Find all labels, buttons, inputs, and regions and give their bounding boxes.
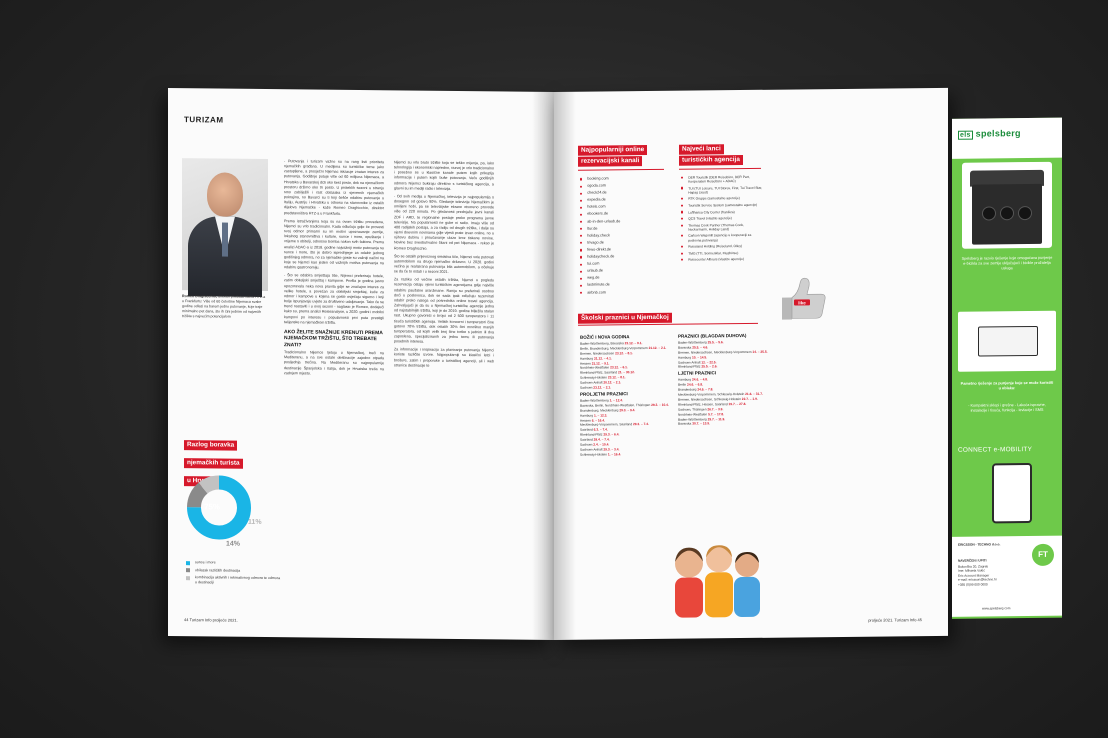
holiday-region: Bavarska [678, 345, 692, 350]
booking-item-label: booking.com [587, 176, 609, 181]
section-label: TURIZAM [184, 115, 224, 125]
holiday-dates: 1. – 12.3. [594, 413, 608, 418]
donut-title-line: njemačkih turista [184, 458, 243, 469]
booking-item-label: airbnb.com [587, 289, 606, 295]
booking-item-label: urlaub.de [587, 268, 604, 273]
donut-slice [203, 482, 219, 488]
article-subhead: AKO ŽELITE SNAŽNIJE KRENUTI PREMA NJEMAČKOM TRŽIŠTU, ŠTO TREBATE ZNATI? [284, 329, 383, 349]
agency-item-label: TUI (TUI Leisure, TUI Stores, First, Tui Travel Star, Hapag Lloyd) [688, 185, 763, 195]
paragraph: Za razliku od većine ostalih tržišta, Njemci u pogledu rezervacija ostaju vjerni turističkim agencijama gdje najviše odabiru paušalne aranžmane. Raniju su preferirali osobno doći u poslovnicu, dok se sada ipak odlučuju rezervirati odabir preko naloga od posrednika online travel agencija. Zahvaljujući je da su u Njemačkoj turističke agencije jedna od najstabilnijih tržišta, koji je do 2019. godine bilježila stalan rast. Ukupno govoreći o brojci od 2 500 turoperatora i 11 tisuća turističkih agencija. Velikih koncerni i turoperatori čine gotovo 70% tržišta, dok ostatih 30% čini mnoštvo manjih turoperatora, od kojih velik broj čine tvrtke s jednim ili dva zaposlena, specijaliziranih za jednu temu ili putovanja posebnih interesa. [394, 277, 494, 344]
agency-item [681, 196, 763, 201]
holiday-region: Hessen [580, 418, 591, 423]
holiday-region: Mecklenburg-Vorpommern, Saarland [580, 422, 633, 428]
holiday-dates: 1. – 16.4. [607, 452, 622, 457]
ad-header [952, 118, 1062, 159]
holiday-dates: 29.3. – 10.4. [651, 402, 669, 407]
holiday-dates: 24.6. – 6.8. [687, 382, 703, 387]
holiday-dates: 20.12. – 2.1. [603, 380, 622, 385]
spelsberg-advertisement [952, 118, 1062, 619]
agency-item [681, 175, 763, 184]
bullet [580, 221, 582, 223]
divider [679, 168, 761, 169]
agency-item [681, 203, 763, 208]
agencies-title-line: Najveći lanci [679, 144, 724, 154]
connect-emobility: CONNECT e-MOBILITY [958, 445, 1033, 454]
holiday-region: Brandenburg, Mecklenburg [580, 408, 619, 413]
holiday-region: Rheinland-Pfalz [580, 432, 603, 437]
donut-title-line: Razlog boravka [184, 440, 237, 451]
school-holidays-right [678, 332, 770, 427]
bullet [580, 277, 582, 279]
booking-item-label: lastminute.de [587, 282, 610, 288]
contact-line: Bukovčka 20, Zagreb [958, 564, 989, 569]
booking-title [578, 145, 647, 168]
holiday-dates: 21.6. – 31.7. [745, 391, 763, 396]
ad-benefits-title: Pametno rješenje za punjenje koje se može koristiti u oblaku: [960, 380, 1054, 391]
holiday-region: Mecklenburg-Vorpommern, Schleswig-Holstein [678, 391, 745, 397]
gutter-shadow [532, 92, 554, 640]
agencies-list [681, 175, 763, 265]
holiday-region: Sachsen [580, 442, 593, 447]
agency-item [681, 209, 763, 214]
bike-charging-image [958, 311, 1056, 372]
holiday-dates: 24.6. – 4.8. [692, 377, 708, 382]
bullet [681, 259, 683, 261]
bullet [681, 235, 683, 237]
agency-item-label: Lufthansa City Center (franšiza) [688, 209, 735, 215]
holiday-region: Nordrhein-Westfalen [678, 411, 708, 417]
like-hand-illustration [774, 269, 830, 322]
school-title-line: Školski praznici u Njemačkoj [578, 313, 672, 324]
page-footer-right: proljeće 2021. Turizam Info 45 [868, 617, 922, 623]
holiday-region: Hamburg [580, 413, 594, 418]
donut-slice [194, 488, 203, 507]
legend-swatch [186, 561, 190, 565]
svg-text:like: like [798, 300, 806, 306]
booking-item-label: fewo-direkt.de [587, 247, 612, 252]
article-column-1 [284, 159, 384, 380]
bullet [681, 224, 683, 226]
booking-item-label: ogoda.com [587, 183, 606, 188]
holiday-dates: 25.5. – 4.6. [692, 345, 709, 350]
holiday-dates: 29.3. – 3.4. [603, 447, 620, 452]
contact-heading: NAVERČEN I UPITI [958, 558, 987, 563]
holiday-row [678, 364, 770, 370]
article-column-2 [394, 160, 494, 372]
agency-item [681, 185, 763, 194]
bullet [580, 263, 582, 265]
holiday-section-heading: LJETNI PRAZNICI [678, 370, 717, 377]
holiday-dates: 21.12. – 4.1. [594, 356, 612, 361]
paragraph: Nijemci su vrlo bruto tržište koja se teško mijenja, pa, iako tehnologija i ekonomski napredno, razvoj je vrlo tradicionalno i posebno se u klasične kanale putem kojih prikuplja informacije i putem kojih buše putovanja. Veću godišnjih odmora Nijemci bukiraju direktno s turističkog agencija, a glavni su im mediji radio i televizija. [394, 160, 494, 191]
bullet [580, 214, 582, 216]
right-page [554, 88, 1054, 640]
bullet [580, 256, 582, 258]
holiday-dates: 19.7. – 27.8. [728, 401, 747, 406]
agency-item-label: Reiseland Holding (Reiseland, Olley) [688, 244, 743, 249]
holiday-region: Sachsen-Anhalt [678, 359, 701, 365]
legend-label: sunce i more [195, 560, 216, 565]
holiday-dates: 10. – 14.5. [692, 355, 708, 360]
bullet [580, 270, 582, 272]
holiday-dates: 14. – 25.5. [752, 349, 768, 354]
holiday-region: Bremen, Niedersachsen [580, 351, 615, 356]
holiday-dates: 21.12. – 9.1. [591, 360, 610, 366]
holiday-section-heading: PROLJETNI PRAZNICI [580, 391, 628, 397]
holiday-region: Hamburg [678, 377, 692, 382]
booking-item-label: ebookers.de [587, 211, 609, 217]
holiday-region: Sachsen-Anhalt [580, 447, 603, 452]
bullet [681, 252, 683, 254]
booking-item-label: hotels.com [587, 204, 606, 210]
legend-label: obilazak različitih destinacija [195, 567, 241, 573]
holiday-dates: 29.3. – 7.4. [632, 422, 649, 427]
photo-caption [182, 294, 268, 320]
holiday-dates: 29.7. – 11.9. [707, 416, 726, 421]
distributor-name: ERICSSON - TECHNO d.o.o. [958, 542, 1001, 547]
holiday-dates: 29.3. – 9.4. [619, 407, 636, 413]
holiday-dates: 25.5. – 2.6. [701, 364, 718, 369]
bullet [681, 198, 683, 200]
donut-label-second: 14% [226, 540, 241, 548]
holiday-region: Saarland [580, 437, 593, 442]
booking-item-label: holidaycheck.de [587, 254, 615, 259]
bullet [580, 235, 582, 237]
divider [578, 169, 664, 170]
bullet [681, 218, 683, 220]
booking-item-label: tui.com [587, 261, 600, 266]
holiday-region: Baden-Württemberg, Bavarska [580, 341, 624, 346]
holiday-dates: 21.12. – 2.1. [648, 345, 667, 350]
holiday-region: Schleswig-Holstein [580, 375, 607, 380]
donut-label-main: 75% [204, 502, 221, 512]
agency-item [681, 251, 763, 256]
paragraph: Što se ostalih prijevoznog sredstva tiče, Nijemci vole putovati automobilom na drugo njemačko državno. U 2020. godini većina je realizirana putovanja bila automobilom, a očekuje se da će to ostati i u sezoni 2021. [394, 253, 494, 275]
holiday-region: Sachsen [580, 385, 593, 390]
ad-tagline: Spelsberg je razvio rješenje koje omogućava punjenje e-bicikla za sve zemlje uključujući i bicikle pružatelja usluga [961, 255, 1053, 271]
holiday-region: Sachsen, Thüringen [678, 407, 707, 412]
holiday-dates: 12. – 22.5. [701, 359, 717, 364]
paragraph: - Putovanja i turizam važno su na rang listi prioriteta njemačkih građana. U medijima su turističke teme jako zastupljene, a prosječni Nijemac iskazuje znatan interes za putovanja. Godišnje putuje više od 60 milijuna Nijemaca, a Hrvatska u Bavarskoj drži oko šest posto, dok na njemačkom prostoru držimo oko tri posto. U proteklih sezoni u stranju smo zabilježili i rast dolazaka iz sjevernih njemačkih pokrajina, no Bavarci su ti koji češće odabiru putovanje u Italiju, Austriju i Hrvatsku u odnosu na stanovnike iz ostalih dijelova Njemačke - kaže Romeo Draghicchio, direktor predstavništva HTZ-a u Frankfurtu. [284, 159, 384, 216]
bullet [580, 178, 582, 180]
booking-item-label: weg.de [587, 275, 600, 280]
bullet [580, 242, 582, 244]
school-holidays-left [580, 333, 676, 458]
agency-item [681, 216, 763, 221]
holiday-region: Berlin, Brandenburg, Mecklenburg-Vorpommern [580, 345, 648, 351]
contact-line: e-mail: ericsson@techno.hr [958, 577, 997, 582]
agency-item [681, 244, 763, 249]
booking-item-label: check24.de [587, 190, 607, 195]
holiday-region: Nordrhein-Westfalen [580, 365, 610, 371]
legend-item [186, 568, 281, 574]
holiday-dates: 1. – 12.4. [609, 398, 623, 403]
legend-swatch [186, 576, 190, 580]
bullet [580, 199, 582, 201]
phone-image [992, 463, 1032, 523]
magazine-spread [168, 92, 1054, 640]
ad-contact-panel [952, 536, 1062, 617]
paragraph: - Od svih medija u Njemačkoj, televizija je najpopularnija s dosegom od gotovo 90%. Gledanje televizije Njemačkim je omiljeni hobi, pa se televizijske ekrane otvoreno provode više od 220 minuta. Po gledanosti prednjače javni kanali ZDF i ARD, te regionalne postaje preko programa javne televizije. Na popularnosti ne gube ni radio. Imaju više od 400 radijskih postaja, a za radiju od drugih tržišta, i dalje su vjerni dnevnim novinama gdje vijesti prate izvan online, no u njihovu dubinu i proučavanje ulaze kroz tiskane novine. Novine bez sveobuhvatno čitani od pet Nijemaca - rekao je Romeo Draghicchio. [394, 194, 494, 251]
legend-label: kombinacija aktivnih i rekreativnog odmora te odmora u destinaciji [195, 575, 281, 585]
charging-station-image [962, 162, 1052, 249]
left-page [168, 88, 554, 640]
holiday-row [580, 452, 676, 458]
holiday-region: Bavarska, Berlin, Nordrhein-Westfalen, Thüringen [580, 402, 651, 408]
holiday-region: Bremen, Niedersachsen, Mecklenburg-Vorpommern [678, 349, 752, 355]
agency-item-label: Thomas Cook Partner (Thomas Cook, Neckermann, Holiday Land) [688, 222, 744, 232]
holiday-dates: 2.4. – 10.4. [593, 442, 610, 447]
bullet [580, 192, 582, 194]
contact-line: Eric Account Manager [958, 573, 990, 578]
booking-item-label: holiday.check [587, 233, 610, 238]
holiday-dates: 29.4. – 7.4. [593, 437, 610, 442]
holiday-dates: 23.12. – 6.1. [610, 365, 628, 370]
legend-item [186, 575, 281, 585]
logo-prefix: els [960, 131, 971, 139]
bullet [580, 207, 582, 209]
booking-title-line: rezervacijski kanali [578, 156, 642, 167]
bullet [580, 249, 582, 251]
holiday-dates: 5.7. – 17.8. [708, 411, 725, 416]
gutter-shadow [554, 92, 576, 640]
holiday-region: Rheinland-Pfalz [678, 364, 701, 370]
holiday-region: Berlin [678, 382, 687, 387]
holiday-row [580, 385, 676, 391]
paragraph: Za informacije i inspiraciju za planiranje putovanja Nijemci koriste različite izvore. Najpopularniji su klasični letci i brošure, zatim i preporuke u turističkoj agenciji, ali i web stranice destinacije te [394, 347, 494, 368]
children-photo [659, 535, 769, 628]
logo-text: spelsberg [975, 128, 1021, 139]
holiday-region: Baden-Württemberg [678, 340, 707, 345]
agency-item-label: Reisecenter Alltours (vlastite agencije) [688, 257, 745, 262]
holiday-section-heading: BOŽIĆ I NOVA GODINA [580, 334, 630, 340]
contact-line: +385 (0)99 000 0000 [958, 582, 988, 587]
agencies-title [679, 144, 743, 167]
holiday-dates: 22.7. – 1.9. [741, 396, 758, 401]
legend-swatch [186, 568, 190, 572]
agency-item-label: Touristik Service System (samostalne agencije) [688, 202, 758, 208]
paragraph: Prema istraživanjima koja su na ovom tržištu provedena, Nijemci su vrlo tradicionalni. Kada odlučuju gdje će provesti svoj odmor primarni su im motivi upoznavanje zemlje, lokalnog stanovništva i kulture, sunce i more, opuštanje i vrijeme s obitelji, odnosno bomba nakon svih faktora. Prema analizi ADAC-a iz 2018. godine najvažniji motiv putovanja su sunce i more, što je dobro isprednjege za odabir jednog godišnjeg odmora, no za njemačke goste su važniji načini na koje se Njemci kao jeden od važnijih motiva putovanja na odabiru gastronomiju. [284, 218, 384, 270]
holiday-dates: 29.3. – 6.4. [603, 432, 620, 437]
bullet [681, 176, 683, 178]
donut-legend [186, 560, 281, 588]
holiday-region: Saarland [580, 427, 593, 433]
holiday-dates: 25.5. – 5.6. [707, 340, 724, 345]
holiday-region: Hamburg [678, 355, 692, 360]
agency-item-label: RTK Gruppe (samostalne agencije) [688, 196, 740, 201]
caption-text: direktor predstavništva HTZ-a u Frankfurtu: Više od 60 četvrtine Nijemaca svake godine odlazi na barem jedno putovanje, koje traje minimalno pet dana, što ih čini jednim od najvećih tržišta s najvećim potencijalom [182, 294, 266, 319]
booking-item-label: expedia.de [587, 197, 606, 202]
holiday-dates: 23.12. – 2.1. [593, 385, 612, 390]
caption-name: Romeo Draghicchio, [182, 294, 217, 299]
agency-item-label: Carlson Wagonlit (agencije u kooperaciji za poslovna putovanja) [688, 233, 752, 243]
holiday-dates: 21. – 30.12. [617, 370, 635, 375]
holiday-region: Schleswig-Holstein [580, 452, 607, 457]
ad-benefits: - Kompaktni sklopi i grešne - Lakoća ispravne, instalacije i tisuća, funkcija - Ievlacije i SMS [968, 402, 1046, 413]
contact-line: Ime: Mihaela Vukić [958, 568, 985, 574]
holiday-dates: 6.3. – 7.4. [593, 427, 608, 432]
spelsberg-logo [958, 128, 1021, 140]
holiday-region: Bavarska [678, 421, 692, 427]
holiday-region: Rheinland-Pfalz, Saarland [580, 370, 618, 376]
agency-item-label: TMG (TTI, Sonnenklar, Flugbörse) [688, 250, 739, 256]
holiday-region: Rheinland-Pfalz, Hessen, Saarland [678, 401, 728, 407]
holiday-dates: 23.12. – 8.1. [615, 350, 633, 356]
page-footer-left: 44 Turizam Info proljeće 2021. [184, 617, 238, 623]
holiday-region: Sachsen-Anhalt [580, 380, 603, 385]
bullet [580, 292, 582, 294]
portrait-photo [182, 158, 268, 291]
holiday-region: Brandenburg [678, 387, 697, 392]
agency-item-label: DER Touristik (DER Reisebüro, DER Part, Kooperation Reisebüro + ADAC) [688, 174, 750, 184]
holiday-dates: 30.7. – 13.9. [692, 421, 710, 426]
booking-list [580, 175, 664, 296]
holiday-row [678, 421, 770, 427]
agency-item [681, 223, 763, 232]
holiday-dates: 26.7. – 3.9. [707, 406, 724, 412]
paragraph: Tradicionalno Nijemce ljetuju u Njemačkoj, treći na Mediteranu, a na sve ostale destinacije zajedno otpada posljednja trećina. Na Mediteranu su najpopularnije destinacije Španjolska i Italija, dok je Hrvatska treća na zadnjem mjestu. [284, 350, 384, 376]
paragraph: - Što se odabira smještaja tiče, Nijemci preferiraju hotele, zatim obiteljski smještaj i kampove. Prošla je godina jasno upozoravala neka nova pravila gdje se značajno interes za velike hotele, a povećan za obiteljski smještaj, kuće za odmor i kampove u kojima se goste osjećaju sigurno i koji bolje ispunjavaju uvjete za društveno udaljavanje. Tako će se trend nastaviti i u ovoj sezoni - naglasio je Romeo, dodajući kako su, prema analizi Reiseanalyse, u 2020. godini i mobilni kampovi po interesu i popularnosti prvi puta prestigli talijanske na njemačkom tržištu. [284, 273, 384, 325]
holiday-dates: 6. – 16.4. [591, 417, 605, 423]
bullet [681, 211, 683, 213]
bullet [580, 228, 582, 230]
holiday-region: Baden-Württemberg [580, 398, 609, 403]
bullet [681, 187, 683, 189]
bullet [580, 185, 582, 187]
agencies-title-line: turističkih agencija [679, 155, 743, 166]
booking-item-label: ltur.de [587, 226, 598, 231]
holiday-region: Hamburg [580, 356, 594, 361]
agency-item [681, 233, 763, 242]
ad-website: www.spelsberg.com [982, 606, 1011, 611]
holiday-dates: 23.12. – 8.1. [607, 375, 626, 380]
holiday-section-heading: PRAZNICI (BLAGDAN DUHOVA) [678, 332, 747, 339]
holiday-region: Bremen, Niedersachsen, Schleswig-Holstein [678, 396, 741, 402]
bullet [580, 285, 582, 287]
ft-logo: FT [1032, 544, 1054, 566]
booking-item-label: trivago.de [587, 240, 604, 245]
donut-label-third: 11% [248, 518, 262, 526]
holiday-region: Hessen [580, 361, 591, 366]
holiday-region: Baden-Württemberg [678, 416, 707, 422]
donut-title-line: u Hrvatskoj [184, 476, 225, 486]
bullet [681, 246, 683, 248]
booking-title-line: Najpopularniji online [578, 145, 647, 156]
bullet [681, 204, 683, 206]
agency-item-label: QCS Travel (vlastite agencije) [688, 216, 732, 221]
holiday-dates: 24.6. – 7.8. [697, 387, 714, 392]
contact-lines [958, 564, 1030, 587]
booking-item [580, 288, 664, 296]
booking-item-label: ab-in-den-urlaub.de [587, 218, 621, 224]
agency-item [681, 257, 763, 262]
legend-item [186, 560, 281, 566]
holiday-dates: 23.12. – 9.1. [624, 340, 643, 346]
